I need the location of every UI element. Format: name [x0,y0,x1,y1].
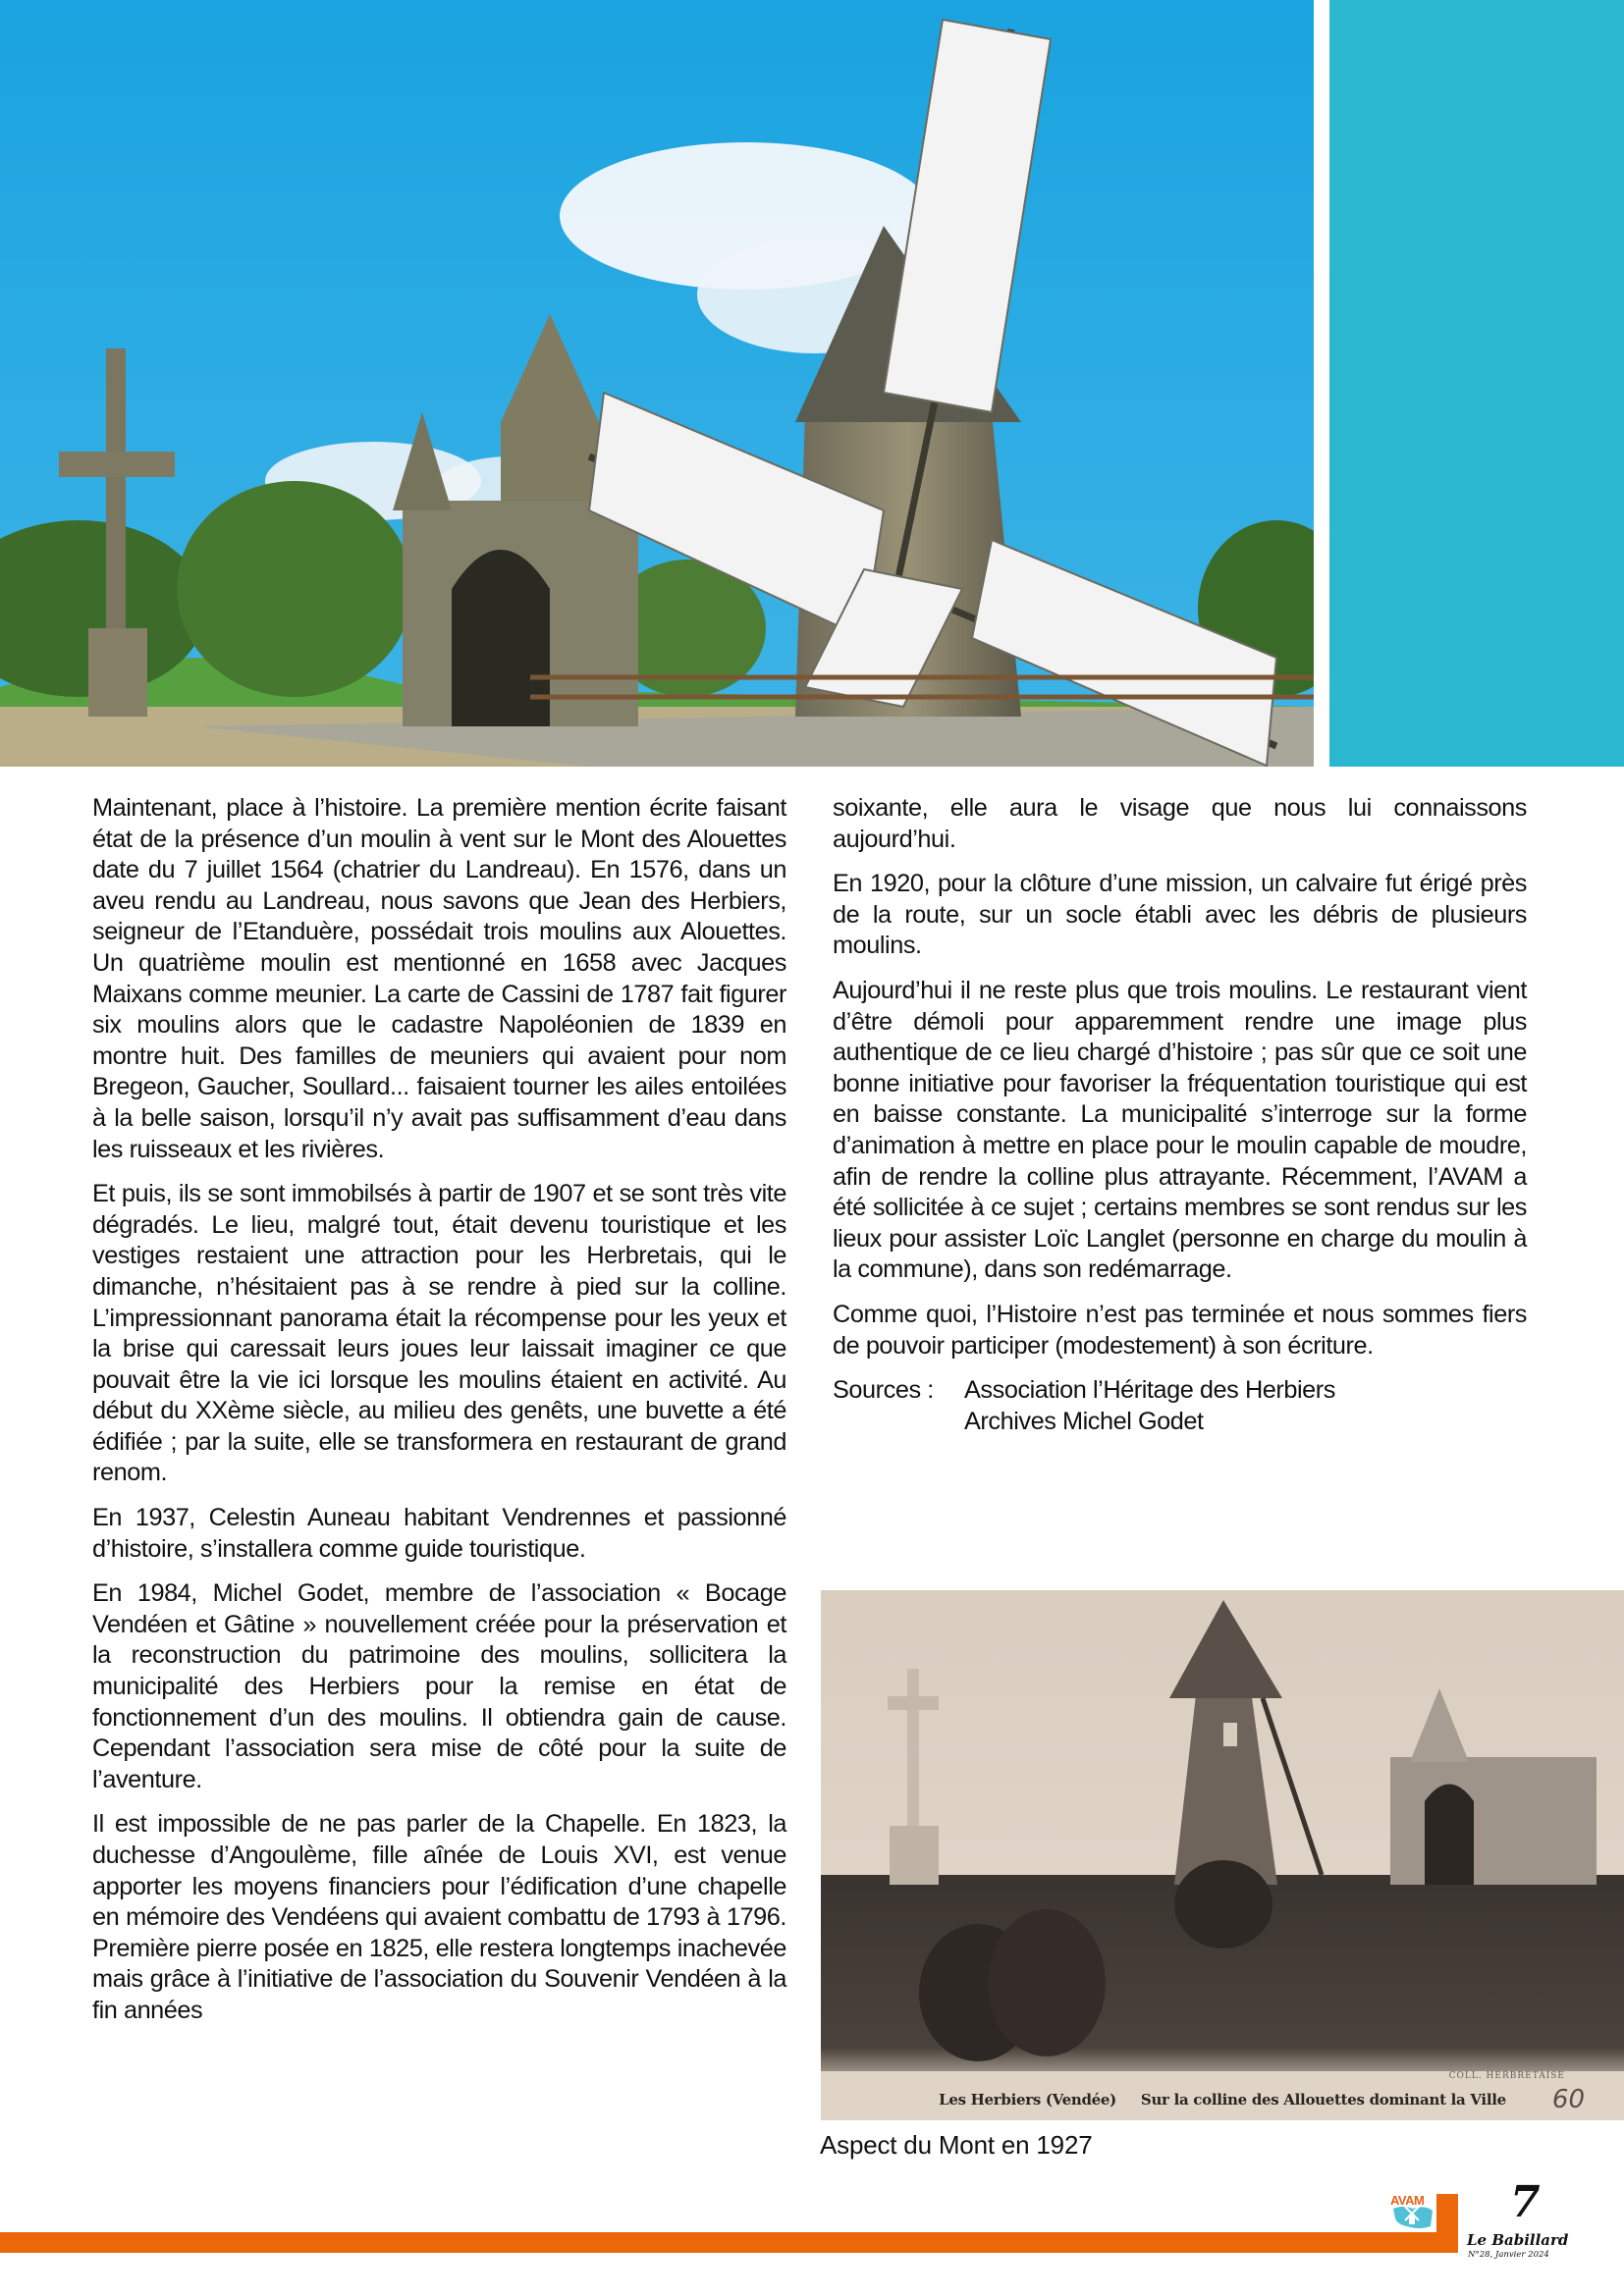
footer-orange-bar-corner [1436,2194,1458,2253]
page-number: 7 [1510,2177,1541,2227]
article-left-column [92,793,786,2041]
source-item: Association l’Héritage des Herbiers [964,1376,1335,1405]
article-right-column [833,793,1527,1437]
postcard-handwritten-number: 60 [1551,2085,1585,2114]
vintage-postcard-photo-icon [821,1590,1624,2120]
postcard-editor-mark: COLL. HERBRETAISE [1448,2071,1565,2081]
avam-windmill-logo-icon [1389,2203,1436,2230]
cyan-accent-block [1329,0,1624,767]
paragraph-1937-guide: En 1937, Celestin Auneau habitant Vendrennes et passionné d’histoire, s’installera comme guide touristique. [92,1504,786,1563]
bottom-photo-postcard [821,1590,1624,2120]
paragraph-chapel: Il est impossible de ne pas parler de la Chapelle. En 1823, la duchesse d’Angoulème, fille aînée de Louis XVI, est venue apporter les moyens financiers pour l’édification d’une chapelle en mémoire des Vendéens qui avaient combattu de 1793 à 1796. Première pierre posée en 1825, elle restera longtemps inachevée mais grâce à l’initiative de l’association du Souvenir Vendéen à la fin années [92,1810,786,2024]
avam-logo-text: AVAM [1390,2193,1425,2208]
postcard-printed-caption [821,2091,1624,2109]
postcard-caption-title: Sur la colline des Allouettes dominant la Ville [1140,2091,1506,2109]
paragraph-1984-restoration: En 1984, Michel Godet, membre de l’association « Bocage Vendéen et Gâtine » nouvellement créée pour la préservation et la reconstruction du patrimoine des moulins, sollicitera la municipalité des Herbiers pour la remise en état de fonctionnement d’un des moulins. Il obtiendra gain de cause. Cependant l’association sera mise de côté pour la suite de l’aventure. [92,1579,786,1793]
sources-block [833,1375,1527,1437]
postcard-caption-place: Les Herbiers (Vendée) [939,2091,1116,2109]
windmill-chapel-calvary-photo-icon [0,0,1314,767]
paragraph-conclusion: Comme quoi, l’Histoire n’est pas terminée et nous sommes fiers de pouvoir participer (modestement) à son écriture. [833,1300,1527,1360]
top-photo-windmill [0,0,1314,767]
paragraph-1920-calvary: En 1920, pour la clôture d’une mission, un calvaire fut érigé près de la route, sur un socle établi avec les débris de plusieurs moulins. [833,870,1527,960]
paragraph-history-intro: Maintenant, place à l’histoire. La première mention écrite faisant état de la présence d’un moulin à vent sur le Mont des Alouettes date du 7 juillet 1564 (chatrier du Landreau). En 1576, dans un aveu rendu au Landreau, nous savons que Jean des Herbiers, seigneur de l’Etanduère, possédait trois moulins aux Alouettes. Un quatrième moulin est mentionné en 1658 avec Jacques Maixans comme meunier. La carte de Cassini de 1787 fait figurer six moulins alors que le cadastre Napoléonien de 1839 en montre huit. Des familles de meuniers qui avaient pour nom Bregeon, Gaucher, Soullard... faisaient tourner les ailes entoilées à la belle saison, lorsqu’il n’y avait pas suffisamment d’eau dans les ruisseaux et les rivières. [92,794,786,1163]
avam-logo [1389,2193,1436,2230]
paragraph-decline: Et puis, ils se sont immobilsés à partir de 1907 et se sont très vite dégradés. Le lieu, malgré tout, était devenu touristique et les vestiges restaient une attraction pour les Herbretais, qui le dimanche, n’hésitaient pas à se rendre à pied sur la colline. L’impressionnant panorama était la récompense pour les yeux et la brise qui caressait leurs joues leur laissait imaginer ce que pouvait être la vie ici lorsque les moulins étaient en activité. Au début du XXème siècle, au milieu des genêts, une buvette a été édifiée ; par la suite, elle se transformera en restaurant de grand renom. [92,1180,786,1487]
magazine-title: Le Babillard [1467,2231,1569,2249]
source-item: Archives Michel Godet [964,1407,1204,1435]
sources-label: Sources : [833,1376,934,1405]
magazine-issue: N°28, Janvier 2024 [1468,2250,1549,2260]
paragraph-today: Aujourd’hui il ne reste plus que trois moulins. Le restaurant vient d’être démoli pour apparemment rendre une image plus authentique de ce lieu chargé d’histoire ; pas sûr que ce soit une bonne initiative pour favoriser la fréquentation touristique qui est en baisse constante. La municipalité s’interroge sur la forme d’animation à mettre en place pour le moulin capable de moudre, afin de rendre la colline plus attrayante. Récemment, l’AVAM a été sollicitée à ce sujet ; certains membres se sont rendus sur les lieux pour assister Loïc Langlet (personne en charge du moulin à la commune), dans son redémarrage. [833,976,1527,1284]
photo-caption: Aspect du Mont en 1927 [820,2130,1093,2160]
footer-orange-bar [0,2232,1458,2253]
paragraph-chapel-continued: soixante, elle aura le visage que nous lui connaissons aujourd’hui. [833,794,1527,853]
